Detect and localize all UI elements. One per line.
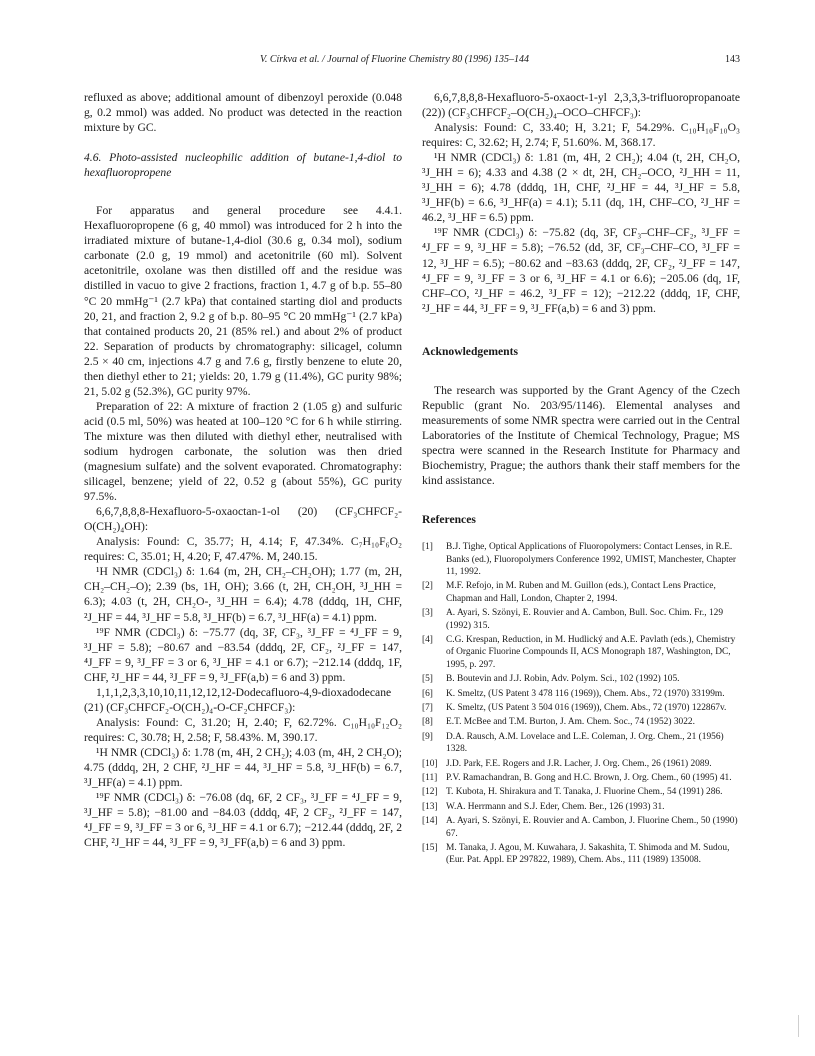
right-column [422,90,740,869]
reference-number: [10] [422,758,438,769]
reference-item [422,580,740,605]
reference-text: K. Smeltz, (US Patent 3 478 116 (1969)), Chem. Abs., 72 (1970) 33199m. [446,688,725,699]
section-title: 4.6. Photo-assisted nucleophilic addition of butane-1,4-diol to hexafluoropropene [84,151,402,180]
reference-number: [14] [422,816,438,827]
scrollbar-hint [798,1015,799,1037]
reference-text: P.V. Ramachandran, B. Gong and H.C. Brown, J. Org. Chem., 60 (1995) 41. [446,773,732,784]
running-header [84,54,740,68]
reference-number: [6] [422,688,433,699]
reference-item [422,772,740,784]
references-heading: References [422,513,476,527]
reference-number: [11] [422,773,438,784]
compound-22-name: 6,6,7,8,8,8-Hexafluoro-5-oxaoct-1-yl 2,3,3,3-trifluoropropanoate (22)) (CF₃CHFCF₂–O(CH₂)₄–OCO–CHFCF₃): [422,91,740,120]
compound-22-h-nmr: ¹H NMR (CDCl₃) δ: 1.81 (m, 4H, 2 CH₂); 4.04 (t, 2H, CH₂O, ³J_HH = 6); 4.33 and 4.38 (2 × dt, 2H, CH₂–OCO, ²J_HH = 11, ³J_HH = 6); 4.78 (dddq, 1H, CHF, ²J_HF = 44, ³J_HF = 5.8, ³J_HF(b) = 6.6, ³J_HF(a) = 4.1); 5.11 (dq, 1H, CHF–CO, ²J_HF = 46.2, ³J_HF = 6.5) ppm. [422,151,740,225]
reference-item [422,716,740,728]
compound-20-name: 6,6,7,8,8,8-Hexafluoro-5-oxaoctan-1-ol (20) (CF₃CHFCF₂-O(CH₂)₄OH): [84,505,402,534]
acknowledgements-text: The research was supported by the Grant Agency of the Czech Republic (grant No. 203/95/1146). Elemental analyses and measurements of some NMR spectra were carried out in the Central Laboratories of the Institute of Chemical Technology, Prague; MS spectra were scanned in the Research Institute for Pharmacy and Biochemistry, Prague; the authors thank their staff members for the kind assistance. [422,383,740,488]
compound-21-analysis: Analysis: Found: C, 31.20; H, 2.40; F, 62.72%. C₁₀H₁₀F₁₂O₂ requires: C, 30.78; H, 2.58; F, 58.43%. M, 390.17. [84,715,402,744]
preparation-paragraph: Preparation of 22: A mixture of fraction 2 (1.05 g) and sulfuric acid (0.5 ml, 50%) was heated at 100–120 °C for 6 h while stirring. The mixture was then diluted with diethyl ether, neutralised with sodium hydrogen carbonate, the solution was then dried (magnesium sulfate) and the solvent evaporated. Chromatography: silicagel, benzene; yield of 22, 0.52 g (about 55%), GC purity 97.5%. [84,399,402,504]
compound-21-name: 1,1,1,2,3,3,10,10,11,12,12,12-Dodecafluoro-4,9-dioxadodecane (21) (CF₃CHFCF₂-O(CH₂)₄-O-CF₂CHFCF₃): [84,685,392,714]
reference-text: E.T. McBee and T.M. Burton, J. Am. Chem. Soc., 74 (1952) 3022. [446,717,695,728]
reference-number: [5] [422,674,433,685]
compound-20-analysis: Analysis: Found: C, 35.77; H, 4.14; F, 47.34%. C₇H₁₀F₆O₂ requires: C, 35.01; H, 4.20; F, 47.47%. M, 240.15. [84,535,402,564]
reference-item [422,688,740,700]
reference-text: B.J. Tighe, Optical Applications of Fluoropolymers: Contact Lenses, in R.E. Banks (ed.), Fluoropolymers Conference 1992, UMIST, Manchester, Chapter 11, 1992. [446,542,737,577]
reference-number: [15] [422,843,438,854]
compound-20-f-nmr: ¹⁹F NMR (CDCl₃) δ: −75.77 (dq, 3F, CF₃, ³J_FF = ⁴J_FF = 9, ³J_HF = 5.8); −80.67 and −83.54 (dddq, 2F, CF₂, ²J_FF = 147, ⁴J_FF = 9, ³J_FF = 3 or 6, ³J_HF = 4.1 or 6.7); −212.14 (dddq, 1F, CHF, ²J_HF = 44, ³J_FF = 9, ³J_FF(a,b) = 6 and 3) ppm. [84,625,402,684]
reference-text: T. Kubota, H. Shirakura and T. Tanaka, J. Fluorine Chem., 54 (1991) 286. [446,787,723,798]
reference-item [422,786,740,798]
reference-number: [7] [422,703,433,713]
reference-number: [13] [422,801,438,812]
reference-item [422,607,740,632]
page-number: 143 [725,54,740,65]
reference-text: B. Boutevin and J.J. Robin, Adv. Polym. Sci., 102 (1992) 105. [446,674,680,685]
left-column [84,90,402,850]
reference-number: [4] [422,634,433,645]
paragraph-continued: refluxed as above; additional amount of dibenzoyl peroxide (0.048 g, 0.2 mmol) was added. No product was detected in the reaction mixture by GC. [84,91,402,135]
reference-text: M. Tanaka, J. Agou, M. Kuwahara, J. Sakashita, T. Shimoda and M. Sudou, (Eur. Pat. Appl. EP 297822, 1989), Chem. Abs., 111 (1989) 135008. [446,843,730,866]
reference-number: [2] [422,581,433,592]
reference-text: J.D. Park, F.E. Rogers and J.R. Lacher, J. Org. Chem., 26 (1961) 2089. [446,758,712,769]
reference-item [422,731,740,756]
references-list [422,541,740,867]
running-title: V. Církva et al. / Journal of Fluorine Chemistry 80 (1996) 135–144 [260,54,529,65]
reference-number: [9] [422,731,433,742]
procedure-paragraph: For apparatus and general procedure see 4.4.1. Hexafluoropropene (6 g, 40 mmol) was introduced for 2 h into the irradiated mixture of butane-1,4-diol (30.6 g, 0.34 mol), sodium carbonate (2.0 g, 19 mmol) and acetonitrile (60 ml). Solvent acetonitrile, oxolane was then distilled off and the residue was distilled in vacuo to give 2 fractions, fraction 1, 4.7 g of b.p. 55–80 °C 20 mmHg⁻¹ (2.7 kPa) that contained starting diol and products 20, 21, and fraction 2, 9.2 g of b.p. 80–95 °C 20 mmHg⁻¹ (2.7 kPa) that contained products 20, 21 (85% rel.) and about 2% of product 22. Separation of products by chromatography: silicagel, column 2.5 × 40 cm, injections 4.7 g and 7.6 g, firstly benzene to elute 20, then diethyl ether to 21; yields: 20, 1.79 g (11.4%), GC purity 98%; 21, 5.02 g (52.3%), GC purity 97%. [84,204,402,398]
reference-item [422,541,740,578]
reference-item [422,815,740,840]
reference-item [422,702,740,714]
reference-item [422,673,740,685]
reference-number: [8] [422,717,433,728]
reference-text: D.A. Rausch, A.M. Lovelace and L.E. Coleman, J. Org. Chem., 21 (1956) 1328. [446,731,724,755]
reference-item [422,634,740,671]
compound-21-h-nmr: ¹H NMR (CDCl₃) δ: 1.78 (m, 4H, 2 CH₂); 4.03 (m, 4H, 2 CH₂O); 4.75 (dddq, 2H, 2 CHF, ²J_HF = 44, ³J_HF = 5.8, ³J_HF(b) = 6.7, ³J_HF(a) = 4.1) ppm. [84,745,402,790]
reference-text: A. Ayari, S. Szönyi, E. Rouvier and A. Cambon, Bull. Soc. Chim. Fr., 129 (1992) 315. [446,608,724,631]
acknowledgements-heading: Acknowledgements [422,344,518,358]
compound-22-f-nmr: ¹⁹F NMR (CDCl₃) δ: −75.82 (dq, 3F, CF₃–CHF–CF₂, ³J_FF = ⁴J_FF = 9, ³J_HF = 5.8); −76.52 (dd, 3F, CF₃–CHF–CO, ³J_FF = 12, ³J_HF = 6.5); −80.62 and −83.63 (dddq, 2F, CF₂, ²J_FF = 147, ⁴J_FF = 9, ³J_FF = 3 or 6, ³J_HF = 4.1 or 6.6); −205.06 (dq, 1F, CHF–CO, ²J_HF = 46.2, ³J_FF = 12); −212.22 (dddq, 1F, CHF, ²J_HF = 44, ³J_FF = 9, ³J_FF(a,b) = 6 and 3) ppm. [422,226,740,315]
reference-number: [12] [422,787,438,798]
reference-text: M.F. Refojo, in M. Ruben and M. Guillon (eds.), Contact Lens Practice, Chapman and Hall, London, Chapter 2, 1994. [446,581,716,604]
reference-text: A. Ayari, S. Szönyi, E. Rouvier and A. Cambon, J. Fluorine Chem., 50 (1990) 67. [446,816,738,839]
reference-number: [1] [422,542,433,553]
compound-21-f-nmr: ¹⁹F NMR (CDCl₃) δ: −76.08 (dq, 6F, 2 CF₃, ³J_FF = ⁴J_FF = 9, ³J_HF = 5.8); −81.00 and −84.03 (dddq, 4F, 2 CF₂, ²J_FF = 147, ⁴J_FF = 9, ³J_FF = 3 or 6, ³J_HF = 4.1 or 6.7); −212.44 (dddq, 2F, 2 CHF, ²J_HF = 44, ³J_FF = 9, ³J_FF(a,b) = 6 and 3) ppm. [84,791,402,850]
reference-item [422,758,740,770]
reference-item [422,801,740,813]
compound-22-analysis: Analysis: Found: C, 33.40; H, 3.21; F, 54.29%. C₁₀H₁₀F₁₀O₃ requires: C, 32.62; H, 2.74; F, 51.60%. M, 368.17. [422,121,740,150]
compound-20-h-nmr: ¹H NMR (CDCl₃) δ: 1.64 (m, 2H, CH₂–CH₂OH); 1.77 (m, 2H, CH₂–CH₂–O); 2.39 (bs, 1H, OH); 3.66 (t, 2H, CH₂OH, ³J_HH = 6.3); 4.03 (t, 2H, CH₂O-, ³J_HH = 6.4); 4.78 (dddq, 1H, CHF, ²J_HF = 44, ³J_HF = 5.8, ³J_HF(b) = 6.7, ³J_HF(a) = 4.1) ppm. [84,565,402,624]
reference-text: C.G. Krespan, Reduction, in M. Hudlický and A.E. Pavlath (eds.), Chemistry of Organic Fluorine Compounds II, ACS Monograph 187, Washington, DC, 1995, p. 297. [446,634,736,670]
reference-number: [3] [422,608,433,619]
reference-text: W.A. Herrmann and S.J. Eder, Chem. Ber., 126 (1993) 31. [446,801,665,812]
reference-item [422,842,740,867]
reference-text: K. Smeltz, (US Patent 3 504 016 (1969)), Chem. Abs., 72 (1970) 122867v. [446,703,727,713]
